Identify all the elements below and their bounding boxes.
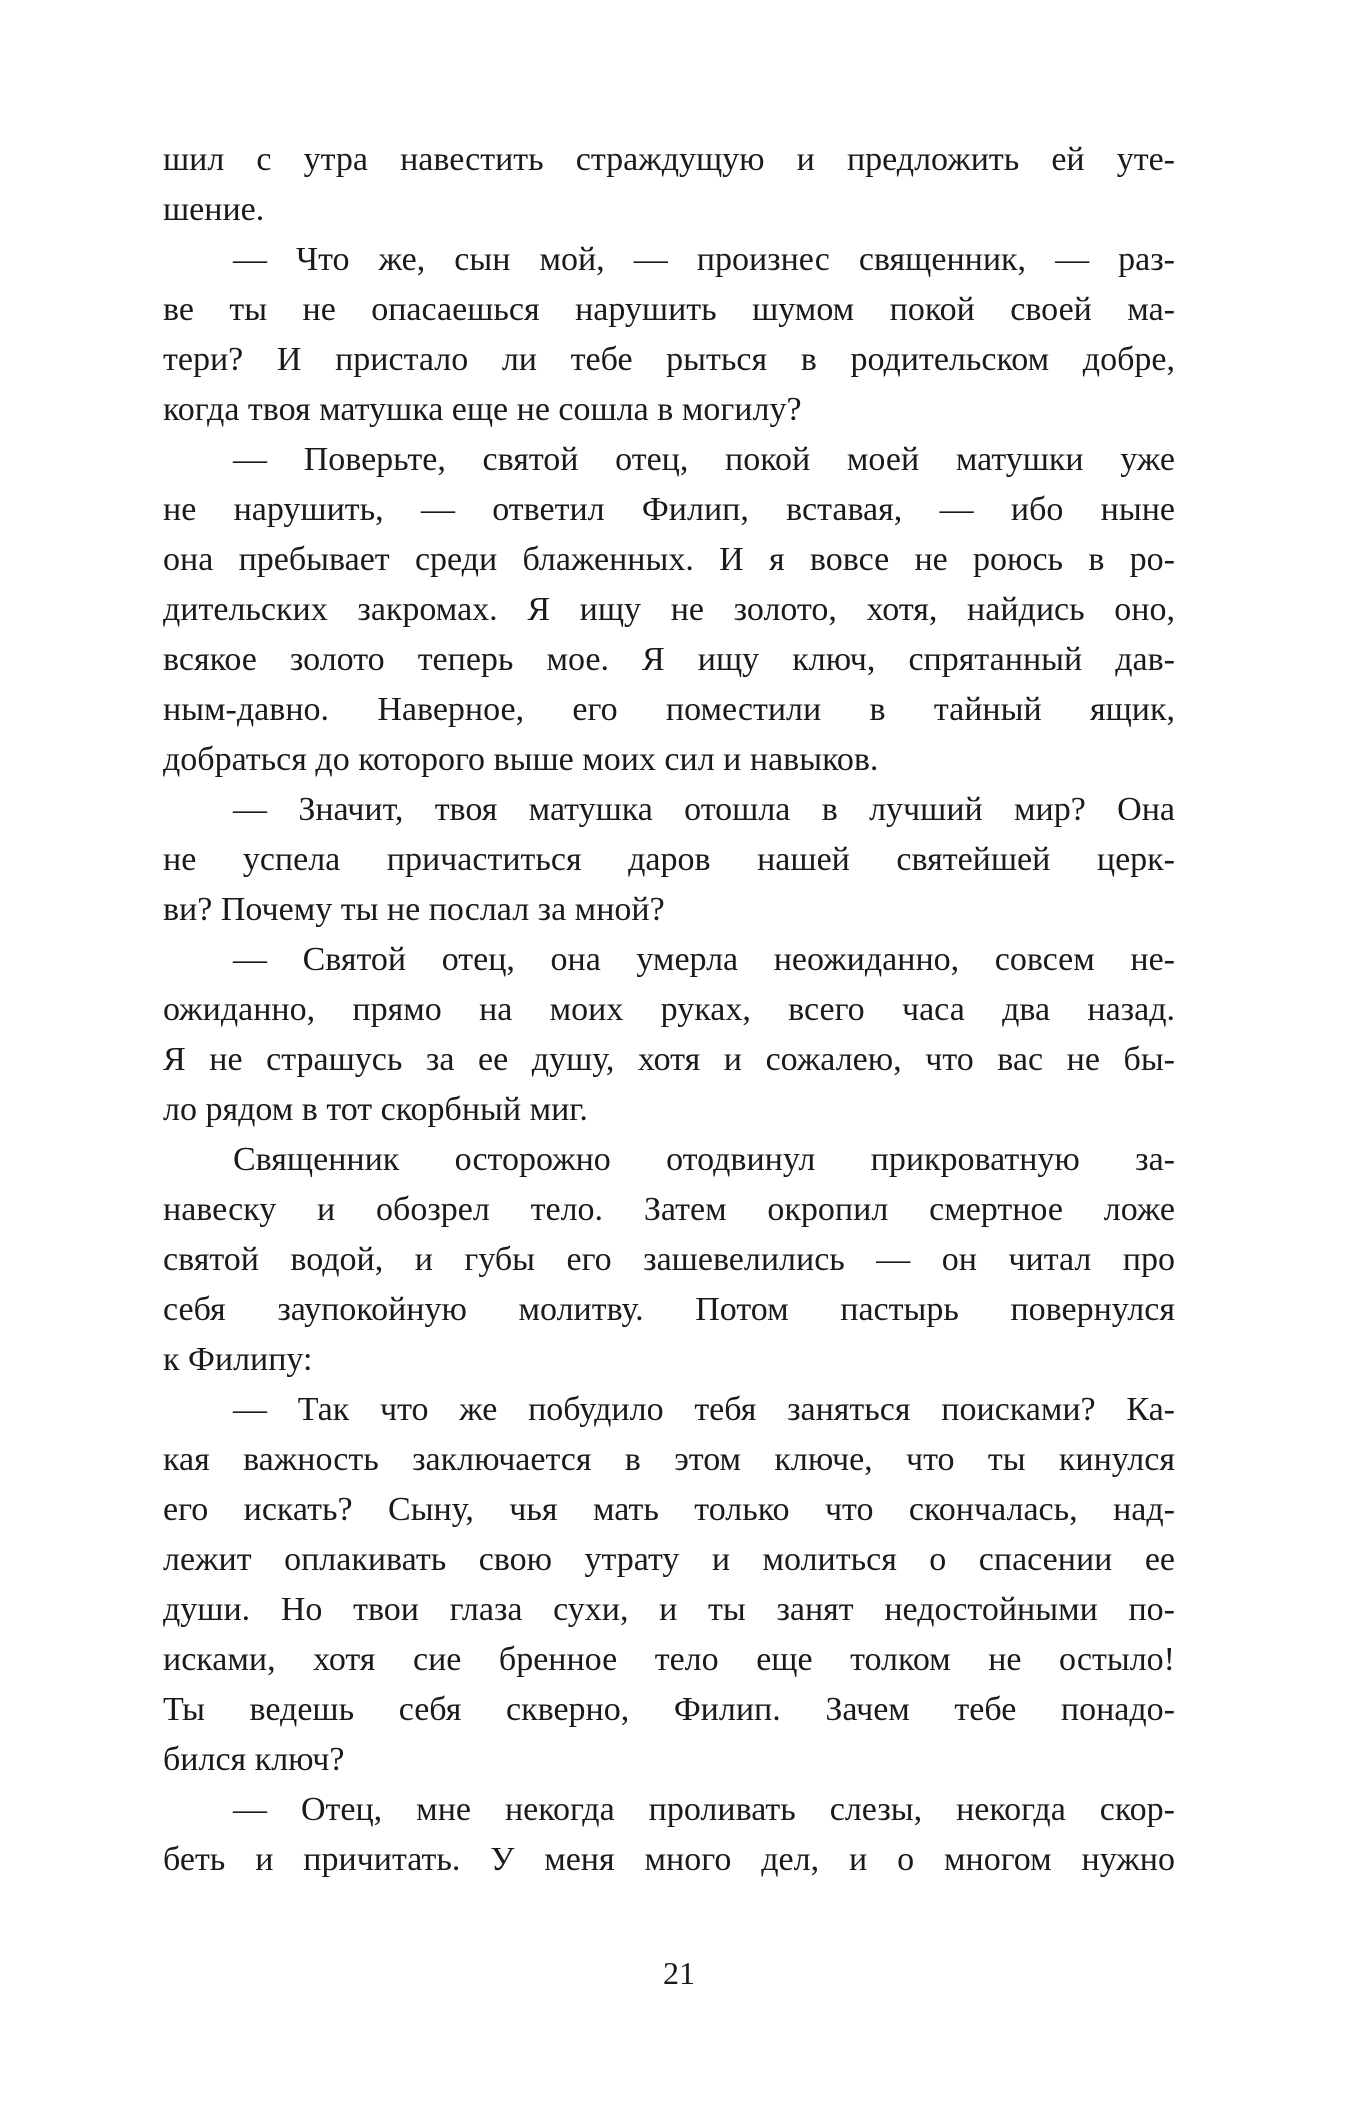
text-line: Ты ведешь себя скверно, Филип. Зачем тебе понадо- (163, 1691, 1175, 1728)
text-line: шение. (163, 191, 265, 228)
text-line: себя заупокойную молитву. Потом пастырь повернулся (163, 1291, 1175, 1328)
text-line: ве ты не опасаешься нарушить шумом покой своей ма- (163, 291, 1175, 328)
text-line: ви? Почему ты не послал за мной? (163, 891, 665, 928)
body-text (163, 135, 1175, 1885)
text-line: она пребывает среди блаженных. И я вовсе не роюсь в ро- (163, 541, 1175, 578)
text-line: не успела причаститься даров нашей святейшей церк- (163, 841, 1175, 878)
text-line: всякое золото теперь мое. Я ищу ключ, спрятанный дав- (163, 641, 1175, 678)
text-line: — Так что же побудило тебя заняться поисками? Ка- (233, 1391, 1175, 1428)
text-line: беть и причитать. У меня много дел, и о многом нужно (163, 1841, 1175, 1878)
text-line: когда твоя матушка еще не сошла в могилу? (163, 391, 802, 428)
text-line: лежит оплакивать свою утрату и молиться о спасении ее (163, 1541, 1175, 1578)
text-line: Я не страшусь за ее душу, хотя и сожалею, что вас не бы- (163, 1041, 1175, 1078)
text-line: Священник осторожно отодвинул прикроватную за- (233, 1141, 1175, 1178)
text-line: тери? И пристало ли тебе рыться в родительском добре, (163, 341, 1175, 378)
text-line: ным-давно. Наверное, его поместили в тайный ящик, (163, 691, 1175, 728)
text-line: святой водой, и губы его зашевелились — он читал про (163, 1241, 1175, 1278)
text-line: добраться до которого выше моих сил и навыков. (163, 741, 879, 778)
text-line: — Значит, твоя матушка отошла в лучший мир? Она (233, 791, 1175, 828)
text-line: его искать? Сыну, чья мать только что скончалась, над- (163, 1491, 1175, 1528)
text-line: исками, хотя сие бренное тело еще толком не остыло! (163, 1641, 1175, 1678)
text-line: кая важность заключается в этом ключе, что ты кинулся (163, 1441, 1175, 1478)
page-number: 21 (663, 1955, 695, 1991)
text-line: — Отец, мне некогда проливать слезы, некогда скор- (233, 1791, 1175, 1828)
text-line: души. Но твои глаза сухи, и ты занят недостойными по- (163, 1591, 1175, 1628)
text-line: к Филипу: (163, 1341, 313, 1378)
text-line: — Что же, сын мой, — произнес священник, — раз- (233, 241, 1175, 278)
text-line: — Святой отец, она умерла неожиданно, совсем не- (233, 941, 1175, 978)
text-line: дительских закромах. Я ищу не золото, хотя, найдись оно, (163, 591, 1175, 628)
text-line: навеску и обозрел тело. Затем окропил смертное ложе (163, 1191, 1175, 1228)
text-line: ло рядом в тот скорбный миг. (163, 1091, 588, 1128)
text-line: шил с утра навестить страждущую и предложить ей уте- (163, 141, 1175, 178)
text-line: не нарушить, — ответил Филип, вставая, — ибо ныне (163, 491, 1175, 528)
text-line: — Поверьте, святой отец, покой моей матушки уже (233, 441, 1175, 478)
text-line: бился ключ? (163, 1741, 345, 1778)
text-line: ожиданно, прямо на моих руках, всего часа два назад. (163, 991, 1175, 1028)
